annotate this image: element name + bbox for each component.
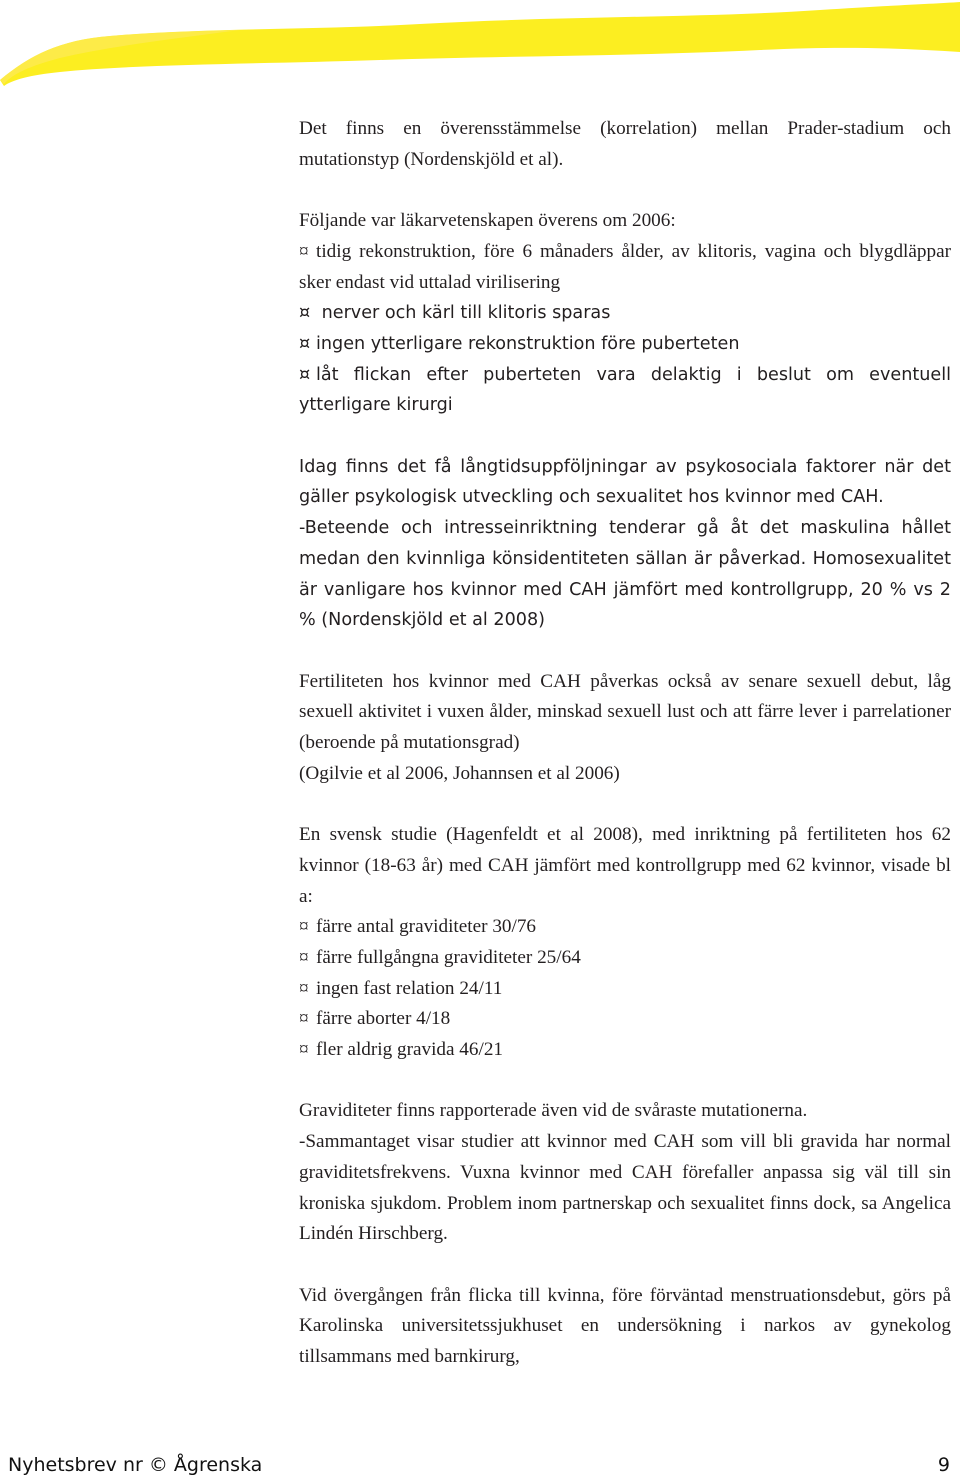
bullet-item: ¤ låt flickan efter puberteten vara delaktig i beslut om eventuell ytterligare kirurgi (299, 360, 951, 421)
paragraph-prader: Det finns en överensstämmelse (korrelation) mellan Prader-stadium och mutationstyp (Nordenskjöld et al). (299, 118, 951, 170)
bullet-item: ¤ färre antal graviditeter 30/76 (299, 912, 951, 943)
bullet-item: ¤ ingen ytterligare rekonstruktion före puberteten (299, 329, 951, 360)
paragraph-pregnancies: Graviditeter finns rapporterade även vid de svåraste mutationerna. (299, 1100, 808, 1122)
bullet-item: ¤ färre fullgångna graviditeter 25/64 (299, 943, 951, 974)
bullet-item: ¤ nerver och kärl till klitoris sparas (299, 298, 951, 329)
bullet-item: ¤ ingen fast relation 24/11 (299, 974, 951, 1005)
bullet-item: ¤ färre aborter 4/18 (299, 1004, 951, 1035)
paragraph-transition: Vid övergången från flicka till kvinna, före förväntad menstruationsdebut, görs på Karolinska universitetssjukhuset en undersökning i narkos av gynekolog tillsammans med barnkirurg, (299, 1284, 951, 1368)
paragraph-summary: -Sammantaget visar studier att kvinnor med CAH som vill bli gravida har normal graviditetsfrekvens. Vuxna kvinnor med CAH förefaller anpassa sig väl till sin kroniska sjukdom. Problem inom partnerskap och sexualitet finns dock, sa Angelica Lindén Hirschberg. (299, 1131, 951, 1245)
paragraph-behaviour: -Beteende och intresseinriktning tenderar gå åt det maskulina hållet medan den kvinnliga könsidentiteten sällan är påverkad. Homosexualitet är vanligare hos kvinnor med CAH jämfört med kontrollgrupp, 20 % vs 2 % (Nordenskjöld et al 2008) (299, 518, 951, 631)
page-number: 9 (937, 1454, 950, 1476)
bullet-item: ¤ tidig rekonstruktion, före 6 månaders ålder, av klitoris, vagina och blygdläppar sker endast vid uttalad virilisering (299, 237, 951, 298)
paragraph-fertility: Fertiliteten hos kvinnor med CAH påverkas också av senare sexuell debut, låg sexuell aktivitet i vuxen ålder, minskad sexuell lust och att färre lever i parrelationer (beroende på mutationsgrad) (299, 670, 951, 754)
bullet-icon: ¤ (299, 1039, 309, 1061)
paragraph-consensus-intro: Följande var läkarvetenskapen överens om 2006: (299, 210, 676, 232)
page-footer (8, 1454, 950, 1484)
bullet-icon: ¤ (299, 240, 309, 262)
bullet-item: ¤ fler aldrig gravida 46/21 (299, 1035, 951, 1066)
bullet-icon: ¤ (299, 977, 309, 999)
bullet-icon: ¤ (299, 364, 311, 385)
bullet-icon: ¤ (299, 1008, 309, 1030)
bullet-icon: ¤ (299, 946, 309, 968)
newsletter-credit: Nyhetsbrev nr © Ågrenska (8, 1454, 263, 1476)
bullet-icon: ¤ (299, 303, 311, 324)
paragraph-fertility-ref: (Ogilvie et al 2006, Johannsen et al 2006) (299, 762, 620, 784)
paragraph-longterm: Idag finns det få långtidsuppföljningar av psykosociala faktorer när det gäller psykologisk utveckling och sexualitet hos kvinnor med CAH. (299, 456, 951, 508)
yellow-wave-shape (0, 2, 960, 86)
article-body (299, 114, 951, 1373)
bullet-icon: ¤ (299, 333, 311, 354)
paragraph-swedish-study: En svensk studie (Hagenfeldt et al 2008), med inriktning på fertiliteten hos 62 kvinnor (18-63 år) med CAH jämfört med kontrollgrupp med 62 kvinnor, visade bl a: (299, 824, 951, 907)
bullet-icon: ¤ (299, 916, 309, 938)
header-banner (0, 0, 960, 90)
